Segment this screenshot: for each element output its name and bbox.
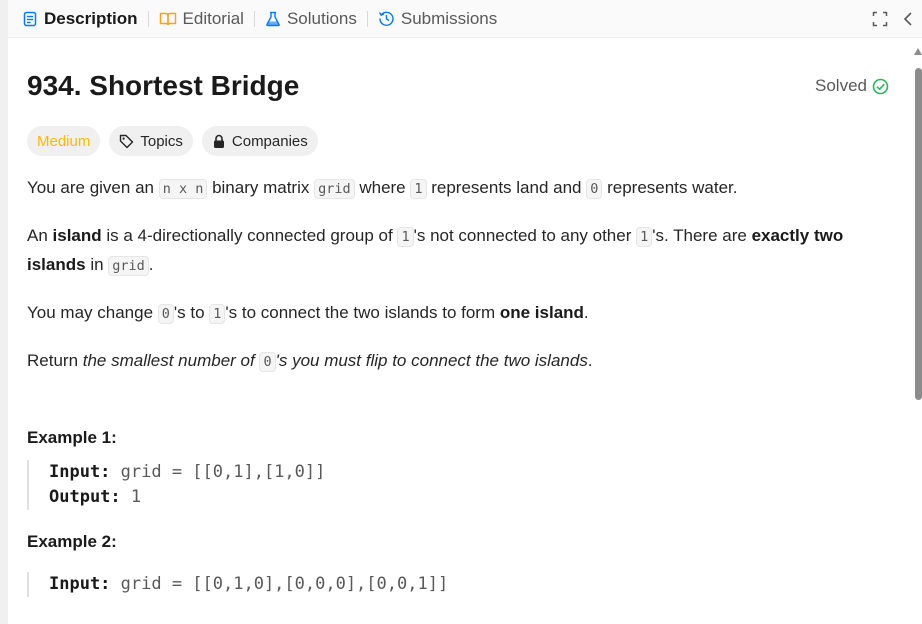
bold-text: exactly two islands — [27, 226, 844, 274]
chevron-left-icon — [902, 11, 914, 27]
tab-separator — [367, 11, 368, 27]
text: in — [85, 255, 109, 274]
check-circle-icon — [872, 78, 889, 95]
text: You are given an — [27, 178, 159, 197]
paragraph — [27, 222, 889, 280]
tab-solutions[interactable] — [265, 0, 357, 38]
paragraph — [27, 299, 889, 328]
text: represents water. — [602, 178, 738, 197]
bold-text: island — [52, 226, 102, 245]
companies-label: Companies — [231, 132, 308, 150]
tab-description-label: Description — [44, 8, 138, 28]
text: . — [148, 255, 154, 274]
tab-description[interactable] — [22, 0, 138, 38]
example-input — [49, 460, 889, 485]
flask-icon — [265, 11, 281, 27]
book-icon — [159, 11, 177, 27]
text: 's not connected to any other — [413, 226, 637, 245]
inline-code: grid — [108, 256, 149, 276]
solved-label: Solved — [815, 76, 867, 95]
italic-text: 's you must flip to connect the two islands — [275, 351, 588, 370]
tab-submissions[interactable] — [378, 0, 497, 38]
scroll-up-arrow-icon[interactable] — [914, 48, 922, 55]
text: binary matrix — [207, 178, 315, 197]
inline-code: 0 — [158, 304, 174, 324]
collapse-panel-button[interactable] — [902, 11, 914, 27]
difficulty-badge: Medium — [27, 126, 100, 156]
inline-code: grid — [314, 179, 355, 199]
panel-gutter — [0, 0, 8, 624]
problem-title[interactable]: 934. Shortest Bridge — [27, 70, 300, 101]
inline-code: 1 — [209, 304, 225, 324]
tab-bar — [8, 0, 922, 38]
example-input — [49, 572, 889, 597]
example-block — [27, 572, 889, 597]
companies-button[interactable] — [202, 126, 318, 156]
tab-separator — [148, 11, 149, 27]
text: is a 4-directionally connected group of — [101, 226, 398, 245]
text: . — [587, 351, 593, 370]
tab-submissions-label: Submissions — [400, 8, 498, 28]
text: Return — [27, 351, 83, 370]
tab-separator — [254, 11, 255, 27]
text: 's to connect the two islands to form — [225, 303, 500, 322]
paragraph — [27, 347, 889, 376]
inline-code: n x n — [159, 179, 208, 199]
input-label: Input: — [49, 462, 111, 482]
description-icon — [22, 11, 38, 27]
input-value: grid = [[0,1,0],[0,0,0],[0,0,1]] — [110, 574, 449, 594]
text: 's to — [173, 303, 210, 322]
text: . — [583, 303, 589, 322]
topics-label: Topics — [140, 132, 183, 150]
inline-code: 1 — [410, 179, 426, 199]
inline-code: 0 — [586, 179, 602, 199]
input-label: Input: — [49, 574, 111, 594]
text: where — [354, 178, 411, 197]
paragraph — [27, 174, 889, 203]
italic-text: the smallest number of — [82, 351, 260, 370]
output-label: Output: — [49, 487, 121, 507]
scrollbar-thumb[interactable] — [915, 68, 922, 400]
example-heading: Example 1: — [27, 428, 117, 447]
input-value: grid = [[0,1],[1,0]] — [110, 462, 326, 482]
inline-code: 1 — [397, 227, 413, 247]
problem-description-panel — [27, 56, 889, 597]
tag-row — [27, 126, 889, 156]
problem-statement — [27, 174, 889, 376]
example-heading: Example 2: — [27, 532, 117, 551]
tab-solutions-label: Solutions — [286, 8, 357, 28]
fullscreen-button[interactable] — [872, 11, 888, 27]
tab-editorial-label: Editorial — [182, 8, 244, 28]
text: An — [27, 226, 53, 245]
fullscreen-icon — [872, 11, 888, 27]
history-icon — [378, 10, 395, 27]
text: represents land and — [426, 178, 587, 197]
output-value: 1 — [120, 487, 142, 507]
tabbar-actions — [872, 0, 914, 38]
example-output — [49, 485, 889, 510]
text: 's. There are — [652, 226, 752, 245]
solved-status — [815, 76, 889, 96]
example-2 — [27, 532, 889, 597]
bold-text: one island — [499, 303, 584, 322]
example-block — [27, 460, 889, 510]
text: You may change — [27, 303, 158, 322]
tab-editorial[interactable] — [159, 0, 244, 38]
tag-icon — [119, 134, 134, 149]
topics-button[interactable] — [109, 126, 193, 156]
inline-code: 0 — [259, 352, 275, 372]
inline-code: 1 — [636, 227, 652, 247]
lock-icon — [212, 134, 226, 149]
example-1 — [27, 428, 889, 510]
title-row — [27, 56, 889, 118]
